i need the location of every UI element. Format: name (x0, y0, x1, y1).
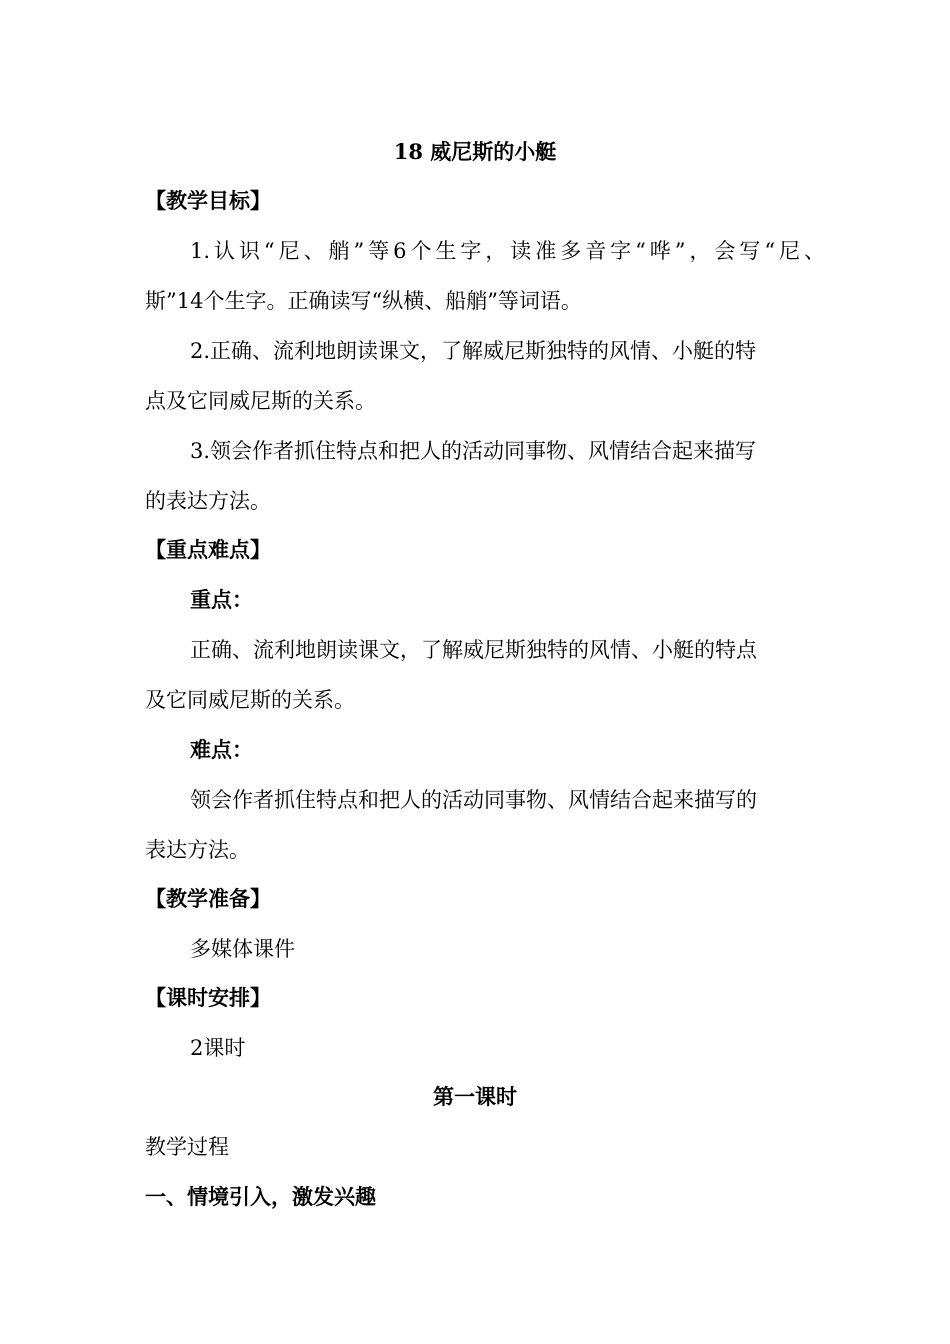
document-title: 18 威尼斯的小艇 (393, 139, 557, 164)
prep-text: 多媒体课件 (190, 937, 295, 961)
objective-3-line-2: 的表达方法。 (145, 489, 271, 513)
objective-1-line-2: 斯”14个生字。正确读写“纵横、船艄”等词语。 (145, 289, 582, 313)
objective-2-line-2: 点及它同威尼斯的关系。 (145, 389, 376, 413)
schedule-heading: 【课时安排】 (145, 985, 271, 1010)
key-point-line-1: 正确、流利地朗读课文，了解威尼斯独特的风情、小艇的特点 (190, 638, 757, 662)
difficulty-line-1: 领会作者抓住特点和把人的活动同事物、风情结合起来描写的 (190, 788, 757, 812)
teaching-process-label: 教学过程 (145, 1135, 229, 1159)
prep-heading: 【教学准备】 (145, 886, 271, 911)
difficulty-line-2: 表达方法。 (145, 838, 250, 862)
lesson-1-heading: 第一课时 (433, 1084, 517, 1109)
objective-3-line-1: 3.领会作者抓住特点和把人的活动同事物、风情结合起来描写 (190, 439, 757, 463)
difficulty-label: 难点： (190, 737, 253, 762)
key-points-heading: 【重点难点】 (145, 537, 271, 562)
step-1-heading: 一、情境引入，激发兴趣 (145, 1184, 376, 1209)
key-point-line-2: 及它同威尼斯的关系。 (145, 688, 355, 712)
objectives-heading: 【教学目标】 (145, 188, 271, 213)
key-point-label: 重点： (190, 587, 253, 612)
objective-1-line-1: 1.认识“尼、艄”等6个生字，读准多音字“哗”，会写“尼、 (190, 239, 825, 263)
objective-2-line-1: 2.正确、流利地朗读课文，了解威尼斯独特的风情、小艇的特 (190, 339, 757, 363)
schedule-text: 2课时 (190, 1036, 246, 1060)
